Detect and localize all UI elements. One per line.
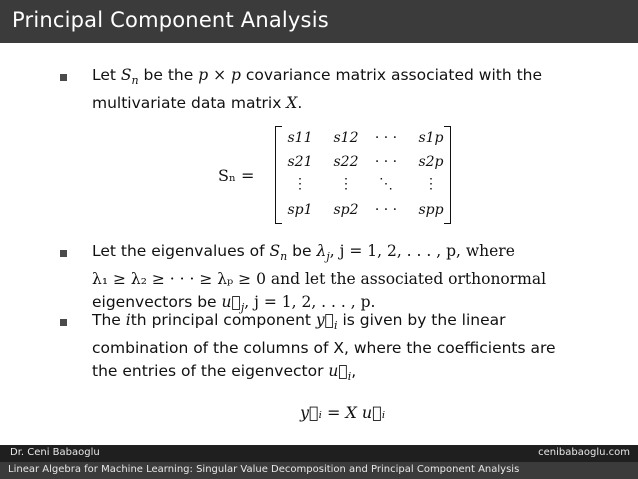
slide-title: Principal Component Analysis (12, 8, 329, 32)
text-fragment: th principal component (130, 311, 316, 329)
text-fragment: , (351, 362, 357, 381)
text-fragment: , j = 1, 2, . . . , p, where (329, 242, 515, 260)
matrix-cell: ⋮ (339, 176, 353, 192)
text-fragment: combination of the columns of X, where the coefficients are (92, 339, 556, 358)
text-fragment: be (287, 242, 317, 260)
matrix-cell: s22 (333, 154, 359, 170)
matrix-cell: ⋮ (424, 176, 438, 192)
math-subscript-n: n (131, 74, 139, 88)
math-u-vector-j: $u⃗_j$ (221, 293, 245, 315)
math-u-vector-i: $u⃗_i$ (328, 362, 352, 384)
text-fragment: is given by the linear (337, 311, 506, 329)
text-fragment: covariance matrix associated with the (240, 66, 543, 84)
matrix-cell: · · · (374, 130, 398, 146)
matrix-cell: s11 (287, 130, 313, 146)
text-fragment: λ₁ ≥ λ₂ ≥ · · · ≥ λₚ ≥ 0 and let the associated orthonormal (92, 270, 547, 289)
matrix-cell: s12 (333, 130, 359, 146)
matrix-cell: spp (418, 202, 444, 218)
matrix-cell: sp2 (333, 202, 359, 218)
matrix-cell: s1p (418, 130, 444, 146)
math-Sn: $S_n$ (269, 242, 288, 264)
math-y-vector-i: $y⃗_i$ (315, 311, 338, 333)
math-X: X (286, 94, 298, 113)
footer-course-bar (0, 462, 638, 479)
matrix-cell: ⋱ (379, 176, 393, 192)
text-fragment: the entries of the eigenvector (92, 362, 329, 381)
pc-formula: y⃗ᵢ = X u⃗ᵢ (300, 403, 386, 422)
footer-website[interactable]: cenibabaoglu.com (538, 447, 630, 458)
math-lambda-j: $\lambda_j$ (316, 242, 330, 264)
footer-author: Dr. Ceni Babaoglu (10, 447, 100, 458)
bullet-3-text (92, 309, 612, 388)
bullet-marker (60, 74, 67, 81)
text-fragment: multivariate data matrix (92, 94, 287, 113)
matrix-cell: s21 (287, 154, 313, 170)
bullet-marker (60, 250, 67, 257)
matrix-cell: · · · (374, 202, 398, 218)
text-fragment: Let the eigenvalues of (92, 242, 270, 260)
math-i: i (125, 311, 131, 329)
bullet-1-text (92, 64, 612, 115)
text-fragment: Let (92, 66, 121, 84)
bullet-2-text (92, 240, 612, 319)
matrix-cell: sp1 (287, 202, 313, 218)
matrix-cell: ⋮ (293, 176, 307, 192)
text-fragment: be the (138, 66, 199, 84)
footer-author-bar (0, 445, 638, 462)
matrix-cell: s2p (418, 154, 444, 170)
math-p-times-p: p × p (198, 66, 241, 84)
bullet-marker (60, 319, 67, 326)
text-fragment: , j = 1, 2, . . . , p. (244, 293, 376, 312)
math-S: S (120, 66, 132, 84)
text-fragment: eigenvectors be (92, 293, 222, 312)
text-fragment: . (297, 94, 303, 113)
text-fragment: The (92, 311, 126, 329)
matrix-label: Sₙ = (218, 166, 255, 185)
footer-course-title: Linear Algebra for Machine Learning: Singular Value Decomposition and Principal Component Analysis (8, 464, 520, 475)
matrix-cell: · · · (374, 154, 398, 170)
